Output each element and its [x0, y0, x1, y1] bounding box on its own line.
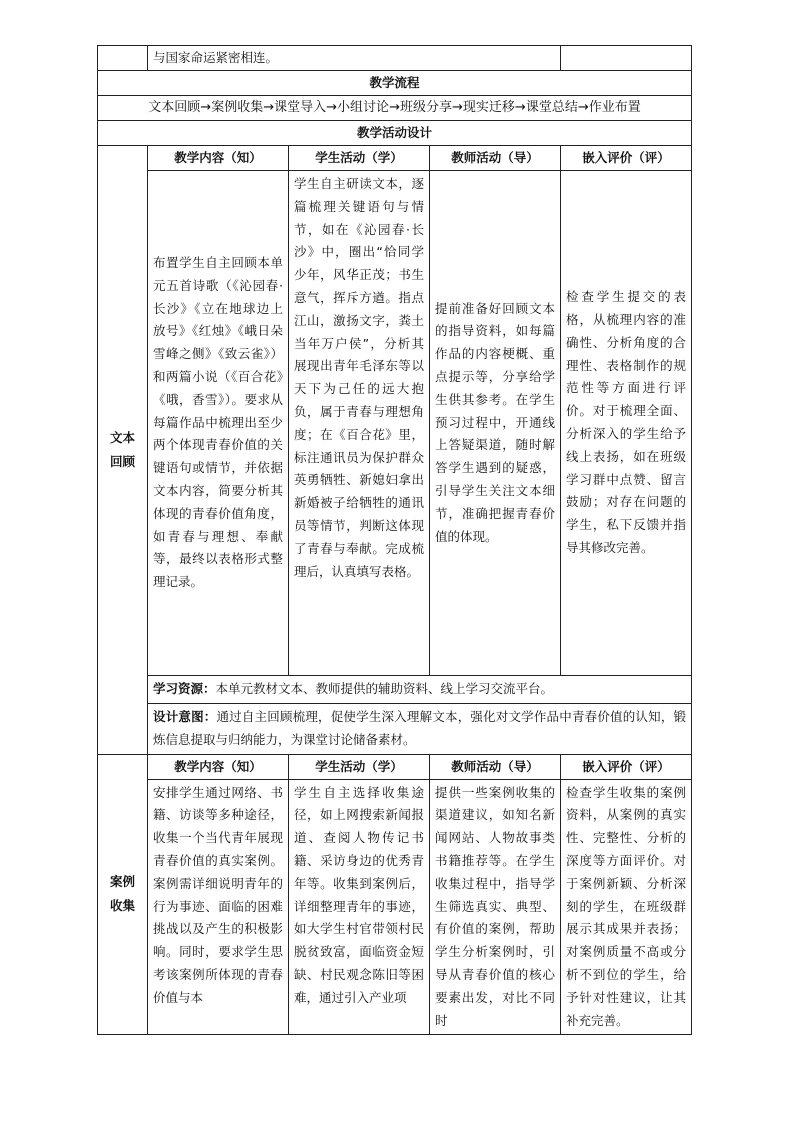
teaching-content-cell: 安排学生通过网络、书籍、访谈等多种途径，收集一个当代青年展现青春价值的真实案例。案例需详细说明青年的行为事迹、面临的困难挑战以及产生的积极影响。同时，要求学生思考该案例所体现的青春价值与本	[148, 779, 289, 1035]
column-header-student: 学生活动（学）	[289, 754, 430, 779]
section-label-line: 回顾	[109, 453, 135, 469]
section-1-body-row	[98, 171, 692, 676]
column-header-evaluation: 嵌入评价（评）	[561, 146, 692, 171]
teacher-activity-cell: 提供一些案例收集的渠道建议，如知名新闻网站、人物故事类书籍推荐等。在学生收集过程中，指导学生筛选真实、典型、有价值的案例，帮助学生分析案例时，引导从青春价值的核心要素出发，对比不同时	[430, 779, 561, 1035]
flow-steps-row	[98, 96, 692, 121]
continuation-label-cell	[98, 46, 148, 71]
activity-title: 教学活动设计	[98, 121, 692, 146]
flow-step: 文本回顾	[148, 100, 201, 115]
teaching-content-cell: 布置学生自主回顾本单元五首诗歌（《沁园春·长沙》《立在地球边上放号》《红烛》《峨日朵雪峰之侧》《致云雀》）和两篇小说（《百合花》《哦，香雪》）。要求从每篇作品中梳理出至少两个体现青春价值的关键语句或情节，并依据文本内容，简要分析其体现的青春价值角度，如青春与理想、奉献等，最终以表格形式整理记录。	[148, 171, 289, 676]
continuation-text: 与国家命运紧密相连。	[148, 46, 561, 71]
resources-row	[98, 676, 692, 704]
section-label-case-collection	[98, 754, 148, 1035]
evaluation-cell: 检查学生提交的表格，从梳理内容的准确性、分析角度的合理性、表格制作的规范性等方面进行评价。对于梳理全面、分析深入的学生给予线上表扬，如在班级学习群中点赞、留言鼓励；对存在问题的学生，私下反馈并指导其修改完善。	[561, 171, 692, 676]
flow-step: 课堂总结	[525, 100, 578, 115]
section-label-text-review	[98, 146, 148, 755]
section-label-line: 案例	[109, 874, 135, 890]
intent-label: 设计意图：	[153, 709, 217, 724]
column-header-content: 教学内容（知）	[148, 146, 289, 171]
flow-steps	[98, 96, 692, 121]
column-header-teacher: 教师活动（导）	[430, 754, 561, 779]
section-label-line: 文本	[109, 429, 135, 445]
flow-title: 教学流程	[98, 71, 692, 96]
teacher-activity-cell: 提前准备好回顾文本的指导资料，如每篇作品的内容梗概、重点提示等，分享给学生供其参考。在学生预习过程中，开通线上答疑渠道，随时解答学生遇到的疑惑，引导学生关注文本细节，准确把握青春价值的体现。	[430, 171, 561, 676]
flow-title-row	[98, 71, 692, 96]
arrow-icon: →	[263, 100, 275, 115]
intent-row	[98, 704, 692, 755]
flow-step: 小组讨论	[337, 100, 390, 115]
arrow-icon: →	[514, 100, 526, 115]
section-2-body-row	[98, 779, 692, 1035]
section-label-line: 收集	[109, 898, 135, 914]
column-header-content: 教学内容（知）	[148, 754, 289, 779]
arrow-icon: →	[200, 100, 212, 115]
section-1-header-row	[98, 146, 692, 171]
arrow-icon: →	[451, 100, 463, 115]
column-header-evaluation: 嵌入评价（评）	[561, 754, 692, 779]
section-2-header-row	[98, 754, 692, 779]
arrow-icon: →	[389, 100, 400, 115]
activity-title-row	[98, 121, 692, 146]
evaluation-cell: 检查学生收集的案例资料，从案例的真实性、完整性、分析的深度等方面评价。对于案例新颖、分析深刻的学生，在班级群展示其成果并表扬；对案例质量不高或分析不到位的学生，给予针对性建议，让其补充完善。	[561, 779, 692, 1035]
arrow-icon: →	[577, 100, 589, 115]
flow-step: 现实迁移	[462, 100, 515, 115]
column-header-teacher: 教师活动（导）	[430, 146, 561, 171]
student-activity-cell: 学生自主研读文本，逐篇梳理关键语句与情节，如在《沁园春·长沙》中，圈出“恰同学少年，风华正茂；书生意气，挥斥方遒。指点江山，激扬文字，粪土当年万户侯”，分析其展现出青年毛泽东等以天下为己任的远大抱负，属于青春与理想角度；在《百合花》里，标注通讯员为保护群众英勇牺牲、新媳妇拿出新婚被子给牺牲的通讯员等情节，判断这体现了青春与奉献。完成梳理后，认真填写表格。	[289, 171, 430, 676]
resources-cell	[148, 676, 692, 704]
student-activity-cell: 学生自主选择收集途径，如上网搜索新闻报道、查阅人物传记书籍、采访身边的优秀青年等。收集到案例后，详细整理青年的事迹，如大学生村官带领村民脱贫致富，面临资金短缺、村民观念陈旧等困难，通过引入产业项	[289, 779, 430, 1035]
resources-text: 本单元教材文本、教师提供的辅助资料、线上学习交流平台。	[215, 681, 554, 697]
flow-step: 作业布置	[588, 100, 641, 115]
intent-text: 通过自主回顾梳理，促使学生深入理解文本，强化对文学作品中青春价值的认知，锻炼信息提取与归纳能力，为课堂讨论储备素材。	[153, 709, 687, 747]
flow-step: 案例收集	[211, 100, 264, 115]
column-header-student: 学生活动（学）	[289, 146, 430, 171]
flow-step: 课堂导入	[274, 100, 327, 115]
resources-label: 学习资源：	[153, 681, 216, 697]
arrow-icon: →	[326, 100, 338, 115]
continuation-row	[98, 46, 692, 71]
flow-step: 班级分享	[399, 100, 452, 115]
continuation-empty-cell	[561, 46, 692, 71]
intent-cell	[148, 704, 692, 755]
lesson-plan-table	[97, 45, 692, 1035]
